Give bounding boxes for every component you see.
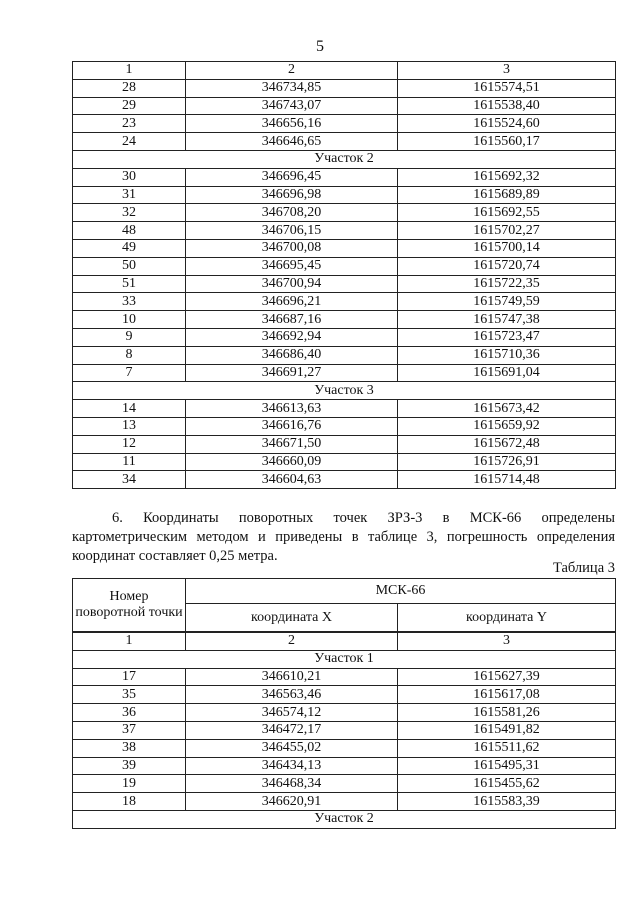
table-row: [73, 204, 616, 222]
table-row: [73, 704, 616, 722]
table-row: [73, 239, 616, 257]
coordinate-y-cell: 1615720,74: [398, 257, 616, 275]
coordinate-y-cell: 1615560,17: [398, 133, 616, 151]
table-row: [73, 168, 616, 186]
table-row: [73, 257, 616, 275]
point-number-cell: 12: [73, 435, 186, 453]
section-row: [73, 810, 616, 828]
point-number-cell: 49: [73, 239, 186, 257]
table-row: [73, 435, 616, 453]
coordinate-x-cell: 346695,45: [186, 257, 398, 275]
coordinate-y-cell: 1615747,38: [398, 311, 616, 329]
coordinate-x-cell: 346620,91: [186, 793, 398, 811]
coordinate-x-cell: 346686,40: [186, 346, 398, 364]
page-number: 5: [316, 38, 324, 55]
coordinate-x-cell: 346708,20: [186, 204, 398, 222]
table-row: [73, 668, 616, 686]
coordinate-y-cell: 1615574,51: [398, 79, 616, 97]
coordinate-y-cell: 1615726,91: [398, 453, 616, 471]
coordinate-y-cell: 1615692,55: [398, 204, 616, 222]
column-number-1: 1: [73, 632, 186, 650]
point-number-cell: 48: [73, 222, 186, 240]
table-row: [73, 471, 616, 489]
column-number-2: 2: [186, 62, 398, 80]
header-coordinate-system: МСК-66: [186, 579, 616, 604]
coordinate-y-cell: 1615659,92: [398, 417, 616, 435]
point-number-cell: 35: [73, 686, 186, 704]
point-number-cell: 13: [73, 417, 186, 435]
coordinate-y-cell: 1615692,32: [398, 168, 616, 186]
coordinate-x-cell: 346468,34: [186, 775, 398, 793]
table-row: [73, 97, 616, 115]
coordinate-y-cell: 1615524,60: [398, 115, 616, 133]
point-number-cell: 24: [73, 133, 186, 151]
coordinate-y-cell: 1615700,14: [398, 239, 616, 257]
coordinate-y-cell: 1615702,27: [398, 222, 616, 240]
coordinate-x-cell: 346574,12: [186, 704, 398, 722]
point-number-cell: 32: [73, 204, 186, 222]
point-number-cell: 28: [73, 79, 186, 97]
coordinate-y-cell: 1615627,39: [398, 668, 616, 686]
point-number-cell: 7: [73, 364, 186, 382]
table-row: [73, 311, 616, 329]
coordinate-x-cell: 346706,15: [186, 222, 398, 240]
point-number-cell: 36: [73, 704, 186, 722]
point-number-cell: 38: [73, 739, 186, 757]
coordinate-x-cell: 346700,08: [186, 239, 398, 257]
coordinate-x-cell: 346734,85: [186, 79, 398, 97]
coordinate-y-cell: 1615722,35: [398, 275, 616, 293]
coordinate-y-cell: 1615710,36: [398, 346, 616, 364]
table-row: [73, 293, 616, 311]
header-coordinate-y: координата Y: [398, 604, 616, 632]
coordinate-x-cell: 346646,65: [186, 133, 398, 151]
point-number-cell: 30: [73, 168, 186, 186]
coordinate-x-cell: 346692,94: [186, 328, 398, 346]
coordinate-y-cell: 1615455,62: [398, 775, 616, 793]
coordinate-y-cell: 1615538,40: [398, 97, 616, 115]
coordinate-x-cell: 346696,21: [186, 293, 398, 311]
table-row: [73, 739, 616, 757]
table-row: [73, 400, 616, 418]
point-number-cell: 9: [73, 328, 186, 346]
column-numbers-row: [73, 62, 616, 80]
coordinate-y-cell: 1615689,89: [398, 186, 616, 204]
coordinate-y-cell: 1615672,48: [398, 435, 616, 453]
coordinate-y-cell: 1615673,42: [398, 400, 616, 418]
table-row: [73, 79, 616, 97]
table-row: [73, 417, 616, 435]
table-row: [73, 364, 616, 382]
point-number-cell: 14: [73, 400, 186, 418]
table-row: [73, 186, 616, 204]
coordinate-x-cell: 346455,02: [186, 739, 398, 757]
table-header-row: [73, 579, 616, 604]
header-point-number: Номер поворотной точки: [73, 579, 186, 633]
coordinate-x-cell: 346671,50: [186, 435, 398, 453]
coordinate-y-cell: 1615691,04: [398, 364, 616, 382]
table-row: [73, 453, 616, 471]
coordinate-x-cell: 346656,16: [186, 115, 398, 133]
section-label: Участок 3: [73, 382, 616, 400]
coordinate-x-cell: 346616,76: [186, 417, 398, 435]
point-number-cell: 11: [73, 453, 186, 471]
table-row: [73, 115, 616, 133]
coordinate-x-cell: 346696,45: [186, 168, 398, 186]
paragraph-text: 6. Координаты поворотных точек ЗРЗ-3 в МСК-66 определены картометрическим методом и приведены в таблице 3, погрешность определения координат составляет 0,25 метра.: [72, 510, 615, 564]
section-label: Участок 2: [73, 150, 616, 168]
section-row: [73, 650, 616, 668]
point-number-cell: 39: [73, 757, 186, 775]
coordinate-x-cell: 346700,94: [186, 275, 398, 293]
coordinate-y-cell: 1615581,26: [398, 704, 616, 722]
column-numbers-row: [73, 632, 616, 650]
coordinate-y-cell: 1615723,47: [398, 328, 616, 346]
table-row: [73, 133, 616, 151]
point-number-cell: 33: [73, 293, 186, 311]
coordinate-x-cell: 346660,09: [186, 453, 398, 471]
coordinate-x-cell: 346472,17: [186, 721, 398, 739]
section-row: [73, 382, 616, 400]
point-number-cell: 23: [73, 115, 186, 133]
table-row: [73, 222, 616, 240]
point-number-cell: 31: [73, 186, 186, 204]
point-number-cell: 17: [73, 668, 186, 686]
coordinate-x-cell: 346743,07: [186, 97, 398, 115]
coordinates-table-3: [72, 578, 616, 829]
header-coordinate-x: координата X: [186, 604, 398, 632]
table-row: [73, 686, 616, 704]
table-row: [73, 775, 616, 793]
point-number-cell: 18: [73, 793, 186, 811]
point-number-cell: 34: [73, 471, 186, 489]
coordinate-y-cell: 1615491,82: [398, 721, 616, 739]
coordinate-y-cell: 1615495,31: [398, 757, 616, 775]
column-number-3: 3: [398, 62, 616, 80]
table-caption: Таблица 3: [552, 560, 615, 576]
coordinate-y-cell: 1615749,59: [398, 293, 616, 311]
point-number-cell: 29: [73, 97, 186, 115]
coordinate-x-cell: 346610,21: [186, 668, 398, 686]
paragraph-item-6: [72, 509, 615, 566]
point-number-cell: 8: [73, 346, 186, 364]
coordinate-y-cell: 1615617,08: [398, 686, 616, 704]
column-number-3: 3: [398, 632, 616, 650]
section-label: Участок 1: [73, 650, 616, 668]
coordinate-x-cell: 346687,16: [186, 311, 398, 329]
table-row: [73, 721, 616, 739]
column-number-2: 2: [186, 632, 398, 650]
coordinate-x-cell: 346691,27: [186, 364, 398, 382]
coordinate-y-cell: 1615714,48: [398, 471, 616, 489]
point-number-cell: 19: [73, 775, 186, 793]
section-label: Участок 2: [73, 810, 616, 828]
table-row: [73, 275, 616, 293]
table-row: [73, 328, 616, 346]
column-number-1: 1: [73, 62, 186, 80]
point-number-cell: 51: [73, 275, 186, 293]
table-row: [73, 757, 616, 775]
coordinate-x-cell: 346613,63: [186, 400, 398, 418]
coordinates-table-continued: [72, 61, 616, 489]
point-number-cell: 50: [73, 257, 186, 275]
coordinate-x-cell: 346604,63: [186, 471, 398, 489]
section-row: [73, 150, 616, 168]
coordinate-x-cell: 346696,98: [186, 186, 398, 204]
table-row: [73, 346, 616, 364]
point-number-cell: 37: [73, 721, 186, 739]
coordinate-y-cell: 1615511,62: [398, 739, 616, 757]
coordinate-x-cell: 346434,13: [186, 757, 398, 775]
coordinate-y-cell: 1615583,39: [398, 793, 616, 811]
coordinate-x-cell: 346563,46: [186, 686, 398, 704]
table-row: [73, 793, 616, 811]
point-number-cell: 10: [73, 311, 186, 329]
